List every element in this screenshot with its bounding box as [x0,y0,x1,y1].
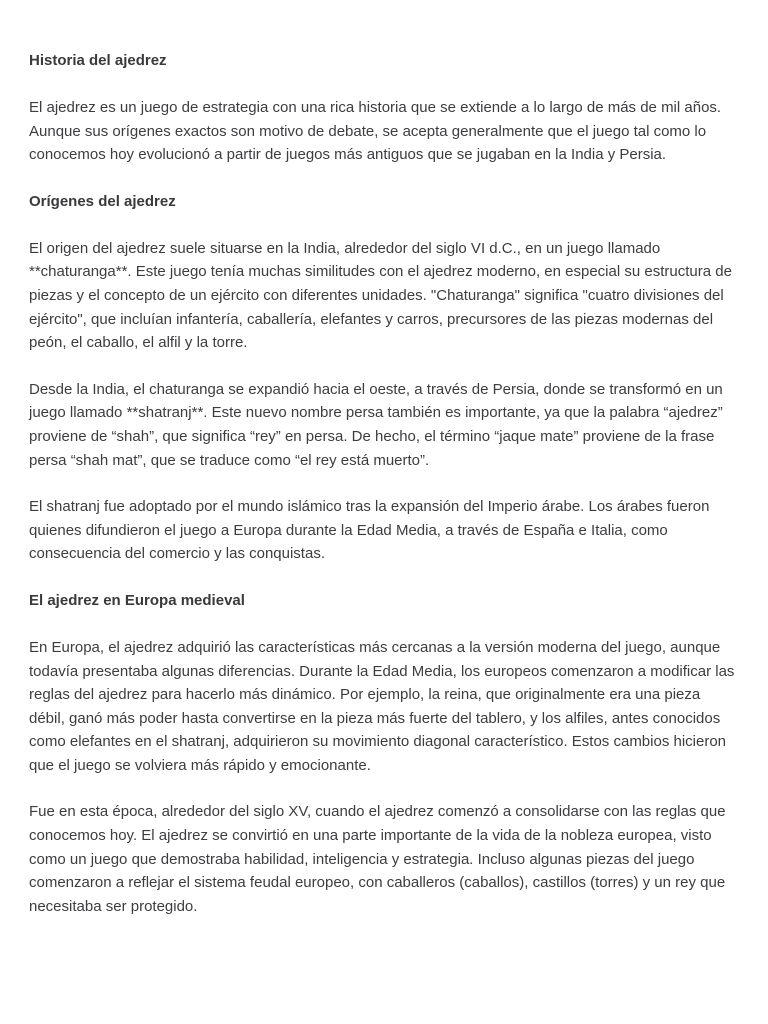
paragraph: Desde la India, el chaturanga se expandió hacia el oeste, a través de Persia, donde se transformó en un juego llamado **shatranj**. Este nuevo nombre persa también es importante, ya que la palabra “ajedrez” proviene de “shah”, que significa “rey” en persa. De hecho, el término “jaque mate” proviene de la frase persa “shah mat”, que se traduce como “el rey está muerto”. [29,380,723,469]
paragraph: El origen del ajedrez suele situarse en la India, alrededor del siglo VI d.C., en un juego llamado **chaturanga**. Este juego tenía muchas similitudes con el ajedrez moderno, en especial su estructura de piezas y el concepto de un ejército con diferentes unidades. "Chaturanga" significa "cuatro divisiones del ejército", que incluían infantería, caballería, elefantes y carros, precursores de las piezas modernas del peón, el caballo, el alfil y la torre. [29,239,732,352]
paragraph: Fue en esta época, alrededor del siglo XV, cuando el ajedrez comenzó a consolidarse con las reglas que conocemos hoy. El ajedrez se convirtió en una parte importante de la vida de la nobleza europea, visto como un juego que demostraba habilidad, inteligencia y estrategia. Incluso algunas piezas del juego comenzaron a reflejar el sistema feudal europeo, con caballeros (caballos), castillos (torres) y un rey que necesitaba ser protegido. [29,803,726,915]
paragraph: En Europa, el ajedrez adquirió las características más cercanas a la versión moderna del juego, aunque todavía presentaba algunas diferencias. Durante la Edad Media, los europeos comenzaron a modificar las reglas del ajedrez para hacerlo más dinámico. Por ejemplo, la reina, que originalmente era una pieza débil, ganó más poder hasta convertirse en la pieza más fuerte del tablero, y los alfiles, antes conocidos como elefantes en el shatranj, adquirieron su movimiento diagonal característico. Estos cambios hicieron que el juego se volviera más rápido y emocionante. [29,638,735,774]
section-heading: Orígenes del ajedrez [29,192,176,210]
section-heading: El ajedrez en Europa medieval [29,591,245,609]
section-heading: Historia del ajedrez [29,52,167,69]
paragraph: El shatranj fue adoptado por el mundo islámico tras la expansión del Imperio árabe. Los árabes fueron quienes difundieron el juego a Europa durante la Edad Media, a través de España e Italia, como consecuencia del comercio y las conquistas. [29,498,710,563]
paragraph: El ajedrez es un juego de estrategia con una rica historia que se extiende a lo largo de más de mil años. Aunque sus orígenes exactos son motivo de debate, se acepta generalmente que el juego tal como lo conocemos hoy evolucionó a partir de juegos más antiguos que se jugaban en la India y Persia. [29,99,722,164]
